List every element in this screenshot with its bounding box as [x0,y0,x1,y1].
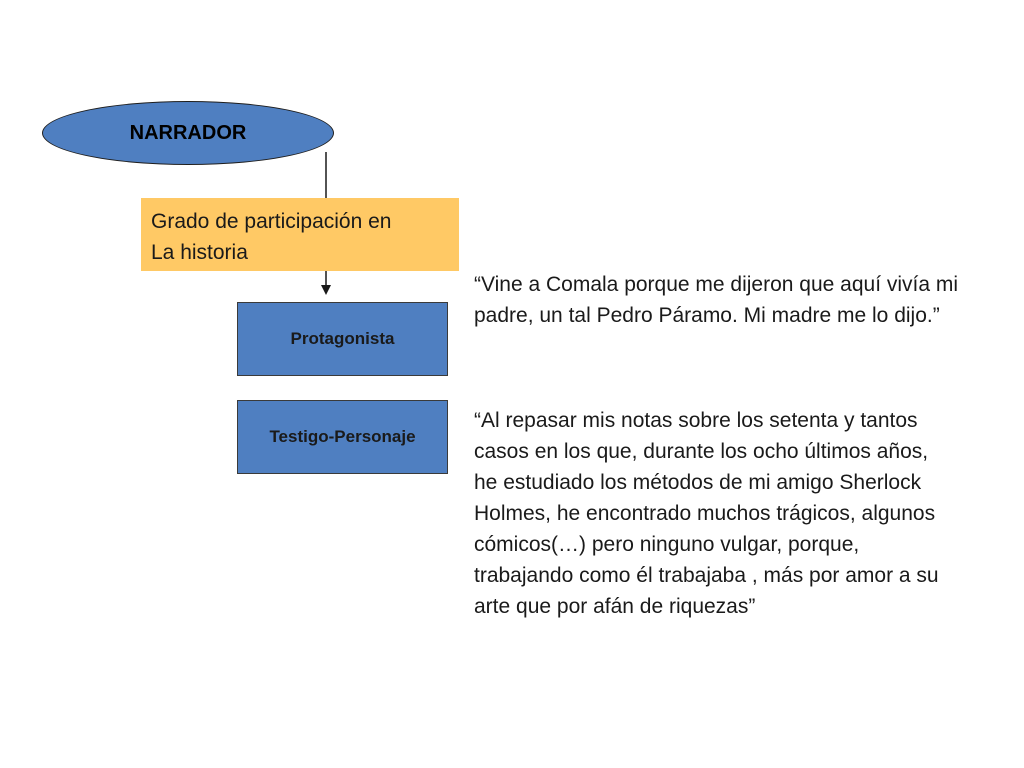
quote-testigo: “Al repasar mis notas sobre los setenta y tantos casos en los que, durante los ocho últimos años, he estudiado los métodos de mi amigo Sherlock Holmes, he encontrado muchos trágicos, algunos cómicos(…) pero ninguno vulgar, porque, trabajando como él trabajaba , más por amor a su arte que por afán de riquezas” [474,409,939,618]
quote-protagonista: “Vine a Comala porque me dijeron que aquí vivía mi padre, un tal Pedro Páramo. Mi madre me lo dijo.” [474,273,959,327]
narrador-label: NARRADOR [129,121,247,144]
narrador-node [42,101,334,165]
criterion-line-2: La historia [151,241,248,264]
testigo-personaje-label: Testigo-Personaje [269,427,416,446]
participation-criterion-box [141,198,459,271]
criterion-line-1: Grado de participación en [151,210,392,233]
protagonista-label: Protagonista [290,329,395,348]
testigo-personaje-node [237,400,448,474]
protagonista-node [237,302,448,376]
